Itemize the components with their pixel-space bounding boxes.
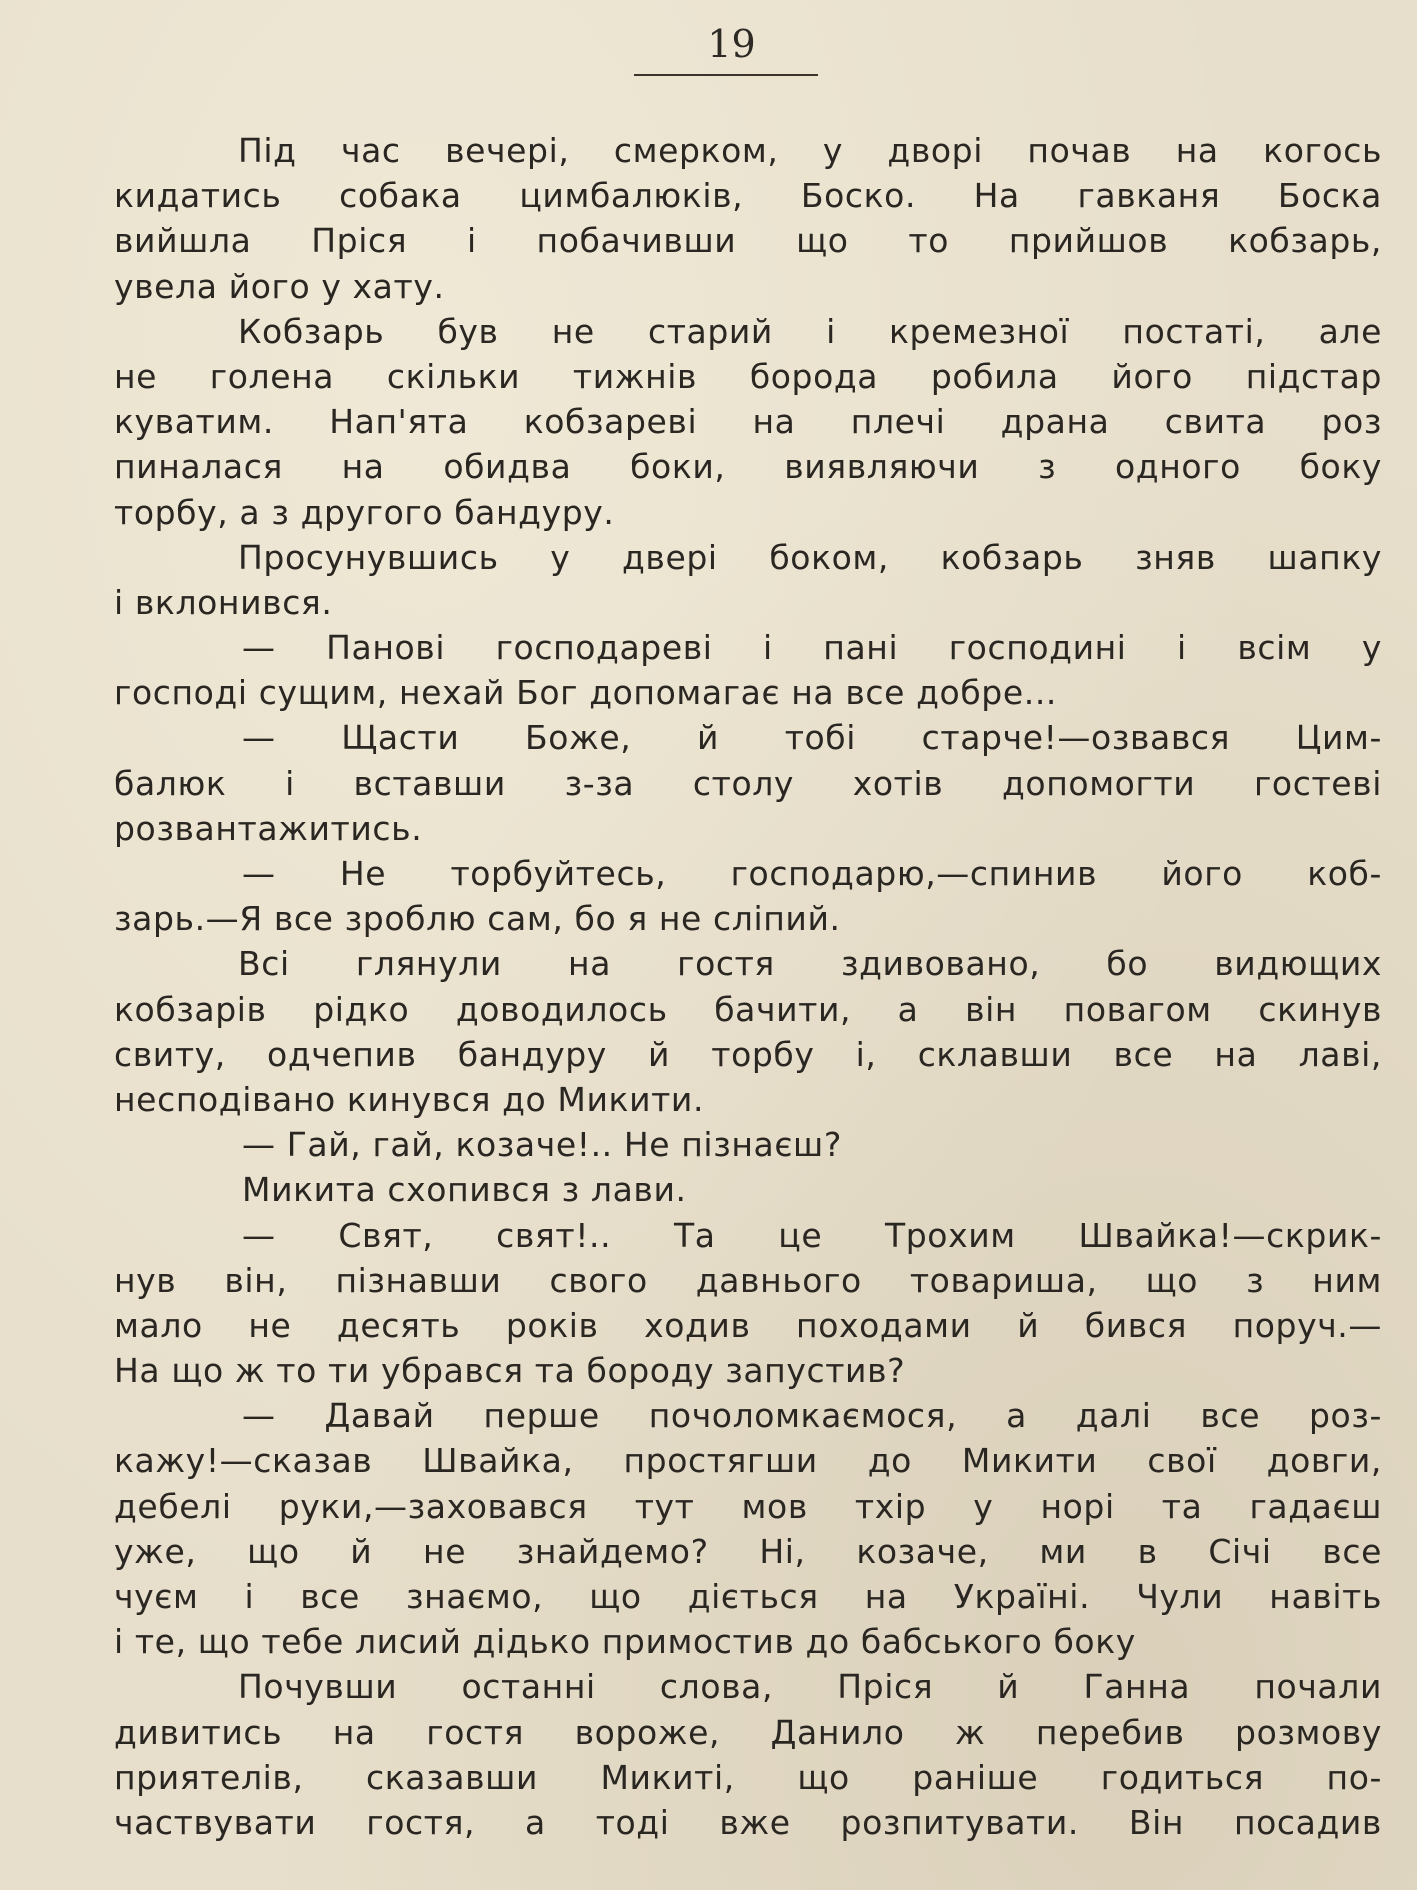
text-line: кажу!—сказав Швайка, простягши до Микити свої довги, bbox=[114, 1441, 1382, 1481]
text-line: кидатись собака цимбалюків, Боско. На гавканя Боска bbox=[114, 176, 1382, 216]
text-line: розвантажитись. bbox=[114, 808, 423, 848]
text-line: несподівано кинувся до Микити. bbox=[114, 1079, 705, 1119]
text-line: чуєм і все знаємо, що діється на Україні. Чули навіть bbox=[114, 1577, 1382, 1616]
text-line: пиналася на обидва боки, виявляючи з одного боку bbox=[114, 447, 1382, 487]
text-line: кобзарів рідко доводилось бачити, а він повагом скинув bbox=[114, 989, 1382, 1029]
text-line: частвувати гостя, а тоді вже розпитувати. Він посадив bbox=[114, 1802, 1382, 1842]
text-line: Всі глянули на гостя здивовано, бо видющих bbox=[238, 944, 1382, 984]
text-line: Кобзарь був не старий і кремезної постаті, але bbox=[238, 311, 1382, 351]
text-line: увела його у хату. bbox=[114, 266, 445, 306]
text-line: — Щасти Боже, й тобі старче!—озвався Цим- bbox=[242, 718, 1382, 758]
text-line: — Не торбуйтесь, господарю,—спинив його коб- bbox=[242, 854, 1382, 893]
text-line: дебелі руки,—заховався тут мов тхір у норі та гадаєш bbox=[114, 1486, 1382, 1526]
text-line: уже, що й не знайдемо? Ні, козаче, ми в Січі все bbox=[114, 1531, 1382, 1571]
text-line: На що ж то ти убрався та бороду запустив? bbox=[114, 1351, 906, 1391]
text-line: нув він, пізнавши свого давнього товариша, що з ним bbox=[114, 1260, 1382, 1300]
text-line: господі сущим, нехай Бог допомагає на все добре... bbox=[114, 673, 1058, 713]
text-line: Почувши останні слова, Пріся й Ганна почали bbox=[238, 1667, 1382, 1707]
text-line: вийшла Пріся і побачивши що то прийшов кобзарь, bbox=[114, 221, 1382, 261]
text-line: — Давай перше почоломкаємося, а далі все роз- bbox=[242, 1396, 1382, 1436]
text-line: не голена скільки тижнів борода робила його підстар bbox=[114, 356, 1382, 396]
text-line: і те, що тебе лисий дідько примостив до бабського боку bbox=[114, 1622, 1136, 1662]
text-line: Микита схопився з лави. bbox=[242, 1170, 687, 1210]
text-line: приятелів, сказавши Микиті, що раніше годиться по- bbox=[114, 1757, 1382, 1797]
text-line: свиту, одчепив бандуру й торбу і, склавши все на лаві, bbox=[114, 1034, 1382, 1074]
text-line: торбу, а з другого бандуру. bbox=[114, 492, 615, 532]
page-number-rule bbox=[634, 74, 818, 76]
text-line: — Свят, свят!.. Та це Трохим Швайка!—скрик- bbox=[242, 1215, 1382, 1255]
text-line: куватим. Нап'ята кобзареві на плечі драна свита роз bbox=[114, 402, 1382, 442]
text-line: — Панові господареві і пані господині і всім у bbox=[242, 628, 1382, 668]
text-line: балюк і вставши з-за столу хотів допомогти гостеві bbox=[114, 763, 1382, 803]
text-line: зарь.—Я все зроблю сам, бо я не сліпий. bbox=[114, 899, 841, 939]
body-text bbox=[114, 128, 1382, 1845]
page-number: 19 bbox=[707, 22, 756, 66]
text-line: — Гай, гай, козаче!.. Не пізнаєш? bbox=[242, 1125, 842, 1165]
text-line: дивитись на гостя вороже, Данило ж перебив розмову bbox=[114, 1712, 1382, 1752]
text-line: мало не десять років ходив походами й бився поруч.— bbox=[114, 1305, 1382, 1345]
text-line: і вклонився. bbox=[114, 582, 333, 622]
text-line: Під час вечері, смерком, у дворі почав на когось bbox=[238, 131, 1382, 170]
text-line: Просунувшись у двері боком, кобзарь зняв шапку bbox=[238, 537, 1382, 577]
